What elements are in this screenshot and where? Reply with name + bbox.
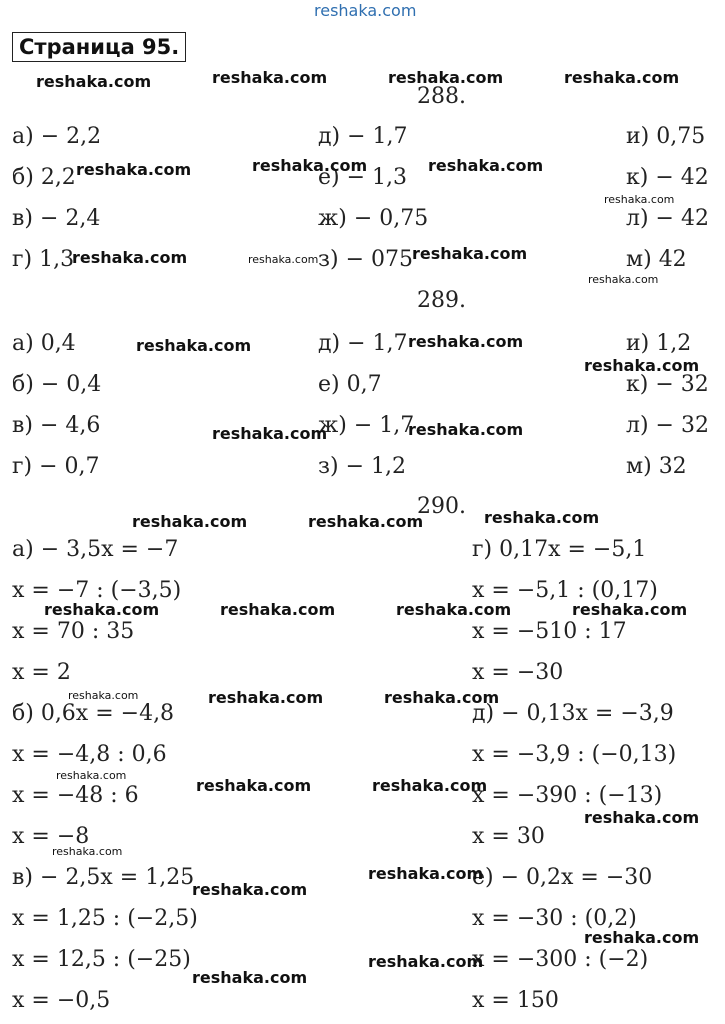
answer-288-e: е) − 1,3	[318, 165, 408, 190]
answer-288-z: з) − 075	[318, 247, 413, 272]
watermark: reshaka.com	[136, 336, 252, 355]
watermark: reshaka.com	[196, 776, 312, 795]
watermark: reshaka.com	[584, 808, 700, 827]
answer-289-m: м) 32	[626, 454, 687, 479]
watermark: reshaka.com	[192, 880, 308, 899]
answer-289-zh: ж) − 1,7	[318, 413, 415, 438]
watermark: reshaka.com	[372, 776, 488, 795]
solution-290-e-line3: x = −300 : (−2)	[472, 947, 649, 972]
watermark: reshaka.com	[44, 600, 160, 619]
watermark: reshaka.com	[220, 600, 336, 619]
solution-290-e-line1: е) − 0,2x = −30	[472, 865, 653, 890]
watermark: reshaka.com	[584, 928, 700, 947]
watermark: reshaka.com	[572, 600, 688, 619]
watermark: reshaka.com	[132, 512, 248, 531]
solution-290-d-line1: д) − 0,13x = −3,9	[472, 701, 674, 726]
solution-290-b-line4: x = −8	[12, 824, 90, 849]
watermark: reshaka.com	[604, 193, 675, 206]
watermark: reshaka.com	[384, 688, 500, 707]
answer-289-e: е) 0,7	[318, 372, 382, 397]
watermark: reshaka.com	[252, 156, 368, 175]
watermark: reshaka.com	[584, 356, 700, 375]
solution-290-d-line2: x = −3,9 : (−0,13)	[472, 742, 677, 767]
solution-290-g-line3: x = −510 : 17	[472, 619, 627, 644]
watermark: reshaka.com	[408, 420, 524, 439]
answer-288-v: в) − 2,4	[12, 206, 101, 231]
watermark: reshaka.com	[36, 72, 152, 91]
answer-289-b: б) − 0,4	[12, 372, 102, 397]
answer-289-k: к) − 32	[626, 372, 709, 397]
solution-290-g-line2: x = −5,1 : (0,17)	[472, 578, 658, 603]
answer-288-l: л) − 42	[626, 206, 709, 231]
watermark: reshaka.com	[212, 68, 328, 87]
answer-288-b: б) 2,2	[12, 165, 76, 190]
answer-289-g: г) − 0,7	[12, 454, 100, 479]
watermark: reshaka.com	[56, 769, 127, 782]
solution-290-b-line3: x = −48 : 6	[12, 783, 139, 808]
watermark: reshaka.com	[408, 332, 524, 351]
watermark: reshaka.com	[368, 864, 484, 883]
watermark: reshaka.com	[248, 253, 319, 266]
solution-290-a-line1: а) − 3,5x = −7	[12, 537, 179, 562]
watermark: reshaka.com	[72, 248, 188, 267]
watermark: reshaka.com	[212, 424, 328, 443]
solution-290-a-line3: x = 70 : 35	[12, 619, 135, 644]
watermark: reshaka.com	[308, 512, 424, 531]
solution-290-e-line4: x = 150	[472, 988, 559, 1013]
watermark: reshaka.com	[564, 68, 680, 87]
watermark: reshaka.com	[484, 508, 600, 527]
watermark: reshaka.com	[388, 68, 504, 87]
answer-289-d: д) − 1,7	[318, 331, 408, 356]
watermark: reshaka.com	[396, 600, 512, 619]
answer-288-a: а) − 2,2	[12, 124, 102, 149]
watermark: reshaka.com	[52, 845, 123, 858]
answer-289-a: а) 0,4	[12, 331, 76, 356]
answer-288-d: д) − 1,7	[318, 124, 408, 149]
site-watermark-top[interactable]: reshaka.com	[314, 1, 417, 20]
solution-290-v-line3: x = 12,5 : (−25)	[12, 947, 191, 972]
solution-290-e-line2: x = −30 : (0,2)	[472, 906, 637, 931]
watermark: reshaka.com	[588, 273, 659, 286]
answer-289-z: з) − 1,2	[318, 454, 406, 479]
answer-288-k: к) − 42	[626, 165, 709, 190]
watermark: reshaka.com	[76, 160, 192, 179]
solution-290-v-line2: x = 1,25 : (−2,5)	[12, 906, 198, 931]
watermark: reshaka.com	[208, 688, 324, 707]
solution-290-v-line4: x = −0,5	[12, 988, 111, 1013]
watermark: reshaka.com	[368, 952, 484, 971]
answer-289-i: и) 1,2	[626, 331, 692, 356]
problem-number-288: 288.	[417, 84, 466, 109]
answer-288-g: г) 1,3	[12, 247, 75, 272]
page-label: Страница 95.	[12, 32, 186, 62]
solution-290-a-line4: x = 2	[12, 660, 71, 685]
solution-290-g-line4: x = −30	[472, 660, 564, 685]
solution-290-g-line1: г) 0,17x = −5,1	[472, 537, 647, 562]
watermark: reshaka.com	[412, 244, 528, 263]
watermark: reshaka.com	[428, 156, 544, 175]
answer-288-zh: ж) − 0,75	[318, 206, 429, 231]
solution-290-b-line1: б) 0,6x = −4,8	[12, 701, 175, 726]
solution-290-d-line3: x = −390 : (−13)	[472, 783, 663, 808]
solution-290-b-line2: x = −4,8 : 0,6	[12, 742, 167, 767]
solution-290-d-line4: x = 30	[472, 824, 545, 849]
answer-288-i: и) 0,75	[626, 124, 706, 149]
watermark: reshaka.com	[192, 968, 308, 987]
watermark: reshaka.com	[68, 689, 139, 702]
problem-number-289: 289.	[417, 288, 466, 313]
answer-288-m: м) 42	[626, 247, 687, 272]
answer-289-l: л) − 32	[626, 413, 709, 438]
solution-290-v-line1: в) − 2,5x = 1,25	[12, 865, 195, 890]
solution-290-a-line2: x = −7 : (−3,5)	[12, 578, 182, 603]
answer-289-v: в) − 4,6	[12, 413, 101, 438]
problem-number-290: 290.	[417, 494, 466, 519]
